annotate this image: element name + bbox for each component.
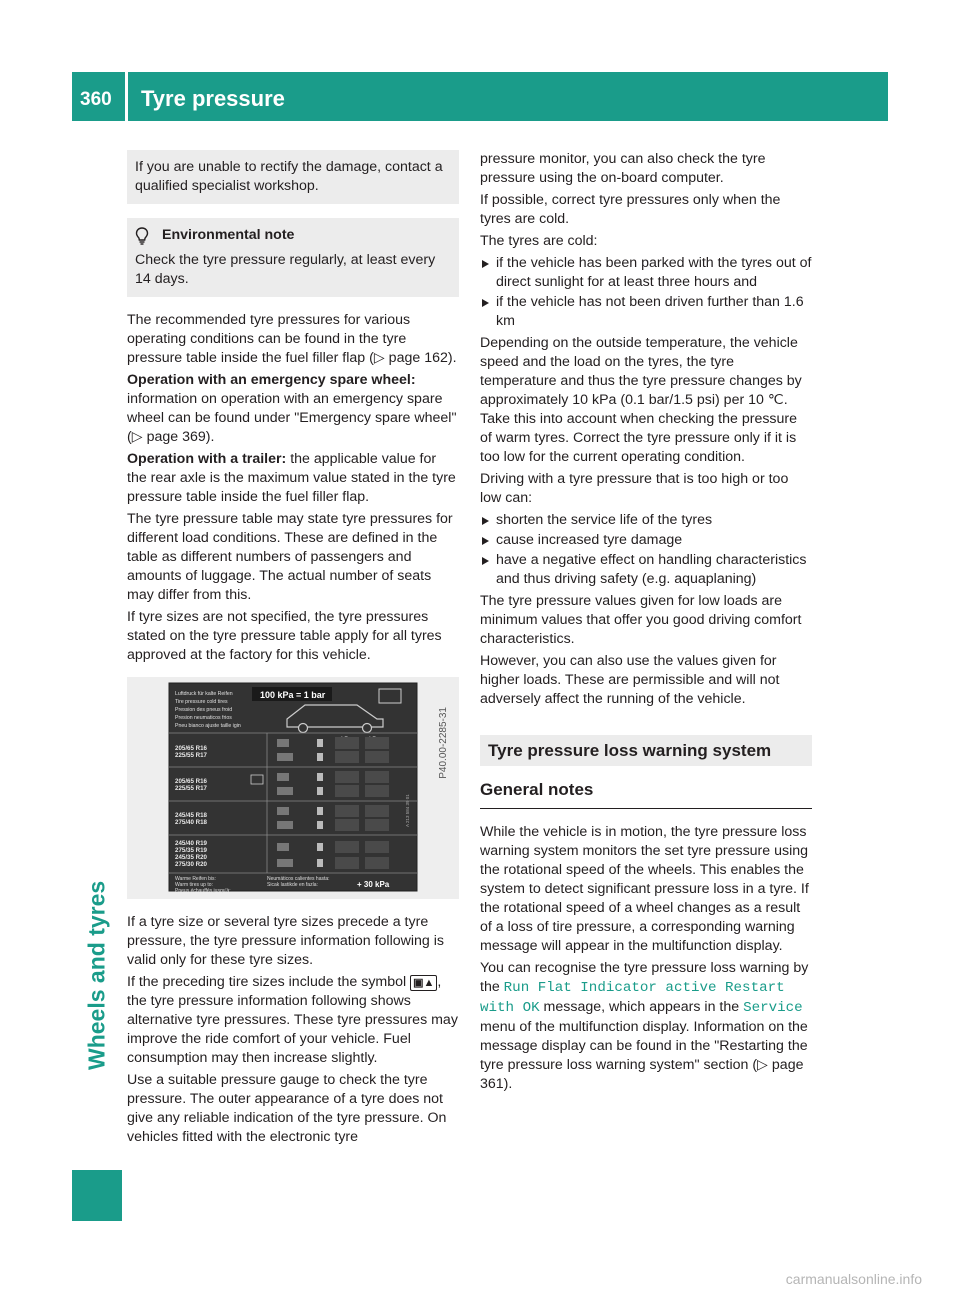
watermark: carmanualsonline.info xyxy=(785,1271,922,1287)
paragraph: If a tyre size or several tyre sizes precede a tyre pressure, the tyre pressure information following is valid only for these tyre sizes. xyxy=(127,914,444,968)
warning-box xyxy=(127,150,459,204)
paragraph: Depending on the outside temperature, the vehicle speed and the load on the tyres, the tyre temperature and thus the tyre pressure changes by approximately 10 kPa (0.1 bar/1.5 psi) per 10 ℃. Take this into account when checking the pressure of warm tyres. Correct the tyre pressure only if it is too low for the current operating condition. xyxy=(480,335,802,465)
fig-footer-text: Neumáticos calientes hasta: xyxy=(267,876,330,882)
paragraph: The tyre pressure values given for low loads are minimum values that offer you good driving comfort characteristics. xyxy=(480,593,802,647)
text-fragment: You can recognise the tyre pressure loss warning by the xyxy=(480,960,809,995)
section-heading: Tyre pressure loss warning system xyxy=(480,735,812,766)
tyre-pressure-label-image xyxy=(127,677,459,899)
right-column xyxy=(480,150,812,1097)
emergency-spare-heading: Operation with an emergency spare wheel: xyxy=(127,372,416,388)
fig-unit-banner: 100 kPa = 1 bar xyxy=(260,690,326,700)
environmental-note xyxy=(127,218,459,297)
environmental-note-text: Check the tyre pressure regularly, at least every 14 days. xyxy=(135,252,436,287)
side-tab-label: Wheels and tyres xyxy=(83,880,110,1070)
paragraph: pressure monitor, you can also check the tyre pressure using the on-board computer. xyxy=(480,151,766,186)
fig-footer-text: Sicak lastikde en fazla: xyxy=(267,882,318,888)
fig-label-line: Luftdruck für kalte Reifen xyxy=(175,691,233,697)
paragraph: The tyre pressure table may state tyre pressures for different load conditions. These are defined in the table as different numbers of passengers and amounts of luggage. The actual number of seats may differ from this. xyxy=(127,511,453,603)
paragraph: If possible, correct tyre pressures only when the tyres are cold. xyxy=(480,192,781,227)
display-menu-service: Service xyxy=(743,1000,803,1016)
list-item-text: have a negative effect on handling characteristics and thus driving safety (e.g. aquaplaning) xyxy=(496,552,807,587)
page-number: 360 xyxy=(80,89,112,110)
paragraph: Driving with a tyre pressure that is too high or too low can: xyxy=(480,471,789,506)
list-item xyxy=(480,293,812,331)
fig-label-line: Presion neumaticos frios xyxy=(175,715,232,721)
fig-tyre-size: 245/35 R20 xyxy=(175,854,207,861)
fig-tyre-size: 245/40 R19 xyxy=(175,840,207,847)
emergency-spare-text: information on operation with an emergency spare wheel can be found under "Emergency spare wheel" (▷ page 369). xyxy=(127,391,457,445)
fig-part-number: A 213 584 39 01 xyxy=(405,794,410,827)
paragraph: The recommended tyre pressures for various operating conditions can be found in the tyre pressure table inside the fuel filler flap (▷ page 162). xyxy=(127,312,457,366)
fig-label-line: Tire pressure cold tires xyxy=(175,699,228,705)
left-column xyxy=(127,150,459,1150)
list-item xyxy=(480,254,812,292)
lightbulb-icon xyxy=(135,227,149,245)
environmental-note-title: Environmental note xyxy=(162,227,295,243)
paragraph: Use a suitable pressure gauge to check the tyre pressure. The outer appearance of a tyre does not give any reliable indication of the tyre pressure. On vehicles fitted with the electronic tyre xyxy=(127,1072,447,1145)
paragraph: However, you can also use the values given for higher loads. These are permissible and will not adversely affect the running of the vehicle. xyxy=(480,653,780,707)
paragraph: If tyre sizes are not specified, the tyre pressures stated on the tyre pressure table apply for all tyres approved at the factory for this vehicle. xyxy=(127,609,442,663)
paragraph-warning-message xyxy=(480,959,812,1094)
paragraph: While the vehicle is in motion, the tyre pressure loss warning system monitors the set tyre pressure using the rotational speed of the wheels. This enables the system to detect significant pressure loss in a tyre. If the rotational speed of a wheel changes as a result of a loss of tire pressure, a corresponding warning message will appear in the multifunction display. xyxy=(480,824,809,954)
warning-text: If you are unable to rectify the damage, contact a qualified specialist workshop. xyxy=(135,159,443,194)
subsection-heading: General notes xyxy=(480,780,812,809)
alternative-pressure-symbol-icon: ▣▲ xyxy=(410,975,437,991)
display-message-run-flat: Run Flat Indicator active Restart with OK xyxy=(480,980,785,1016)
symbol-text-after: , the tyre pressure information following shows alternative tyre pressures. These tyre pressures may improve the ride comfort of your vehicle. Fuel consumption may then increase slightly. xyxy=(127,974,458,1066)
paragraph: The tyres are cold: xyxy=(480,233,598,249)
header-divider xyxy=(125,72,128,121)
fig-tyre-size: 275/40 R18 xyxy=(175,819,207,826)
list-item-text: cause increased tyre damage xyxy=(496,532,683,548)
list-item-text: shorten the service life of the tyres xyxy=(496,512,713,528)
fig-tyre-size: 205/65 R16 xyxy=(175,778,207,785)
page-title: Tyre pressure xyxy=(141,86,285,111)
symbol-text-before: If the preceding tire sizes include the symbol xyxy=(127,974,411,990)
fig-tyre-size: 225/55 R17 xyxy=(175,752,207,759)
trailer-heading: Operation with a trailer: xyxy=(127,451,287,467)
list-item xyxy=(480,511,812,530)
side-tab-marker xyxy=(72,1170,122,1221)
list-item-text: if the vehicle has not been driven further than 1.6 km xyxy=(496,294,804,329)
paragraph-trailer xyxy=(127,450,459,507)
text-fragment: menu of the multifunction display. Information on the message display can be found in the "Restarting the tyre pressure loss warning system" section (▷ page 361). xyxy=(480,1019,808,1092)
paragraph-emergency-spare xyxy=(127,371,459,447)
trailer-text: the applicable value for the rear axle is the maximum value stated in the tyre pressure table inside the fuel filler flap. xyxy=(127,451,456,505)
fig-label-line: Pneu bianco ajuste taille igin xyxy=(175,723,241,729)
fig-tyre-size: 225/55 R17 xyxy=(175,785,207,792)
fig-label-line: Pression des pneus froid xyxy=(175,707,233,713)
list-item xyxy=(480,551,812,589)
fig-tyre-size: 205/65 R16 xyxy=(175,745,207,752)
environmental-note-header xyxy=(135,226,451,245)
fig-tyre-size: 245/45 R18 xyxy=(175,812,207,819)
list-item-text: if the vehicle has been parked with the tyres out of direct sunlight for at least three hours and xyxy=(496,255,812,290)
cold-tyre-list xyxy=(480,254,812,331)
pressure-effects-list xyxy=(480,511,812,589)
fig-footer-value: + 30 kPa xyxy=(357,880,390,889)
fig-tyre-size: 275/30 R20 xyxy=(175,861,207,868)
paragraph-symbol xyxy=(127,973,459,1068)
list-item xyxy=(480,531,812,550)
fig-footer-text: Warme Reifen bis: xyxy=(175,876,216,882)
fig-footer-text: Pneus échauffés jusqu'à: xyxy=(175,888,231,894)
tyre-pressure-table-figure xyxy=(127,677,459,899)
fig-footer-text: Warm tires up to: xyxy=(175,882,213,888)
figure-code: P40.00-2285-31 xyxy=(438,707,449,779)
fig-tyre-size: 275/35 R19 xyxy=(175,847,207,854)
text-fragment: message, which appears in the xyxy=(539,999,744,1015)
